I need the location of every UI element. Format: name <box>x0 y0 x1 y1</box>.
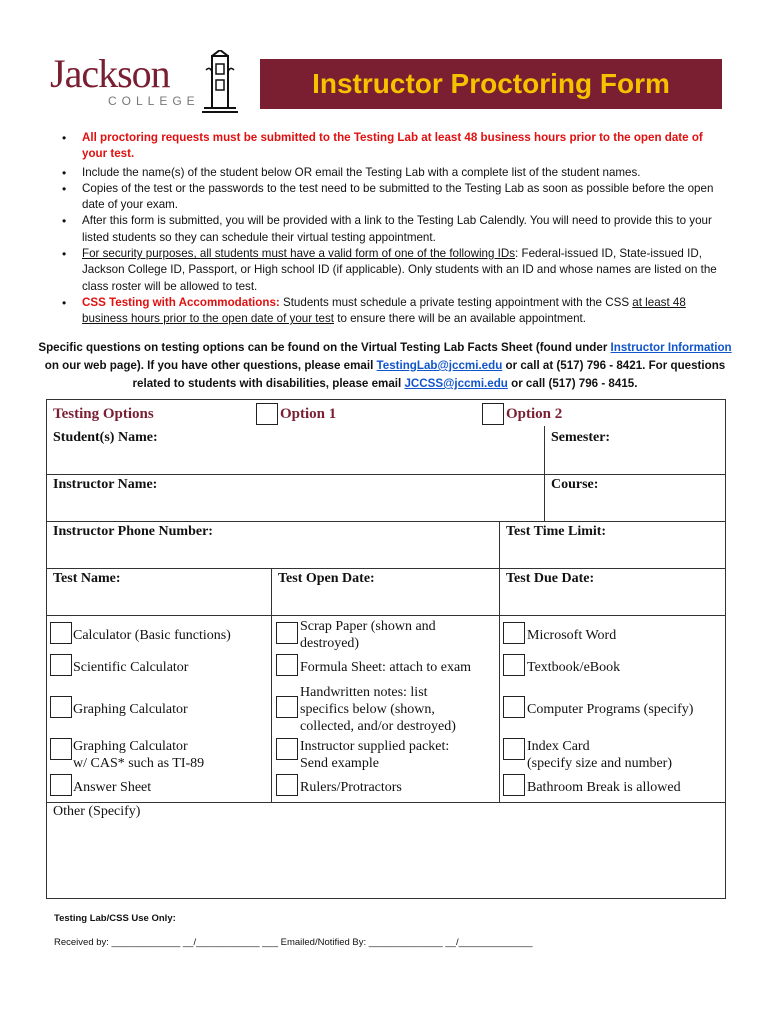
answer-sheet-label: Answer Sheet <box>73 780 152 795</box>
test-time-limit-label: Test Time Limit: <box>506 524 607 539</box>
instructor-packet-label: Instructor supplied packet: Send example <box>300 739 450 771</box>
bathroom-break-checkbox[interactable] <box>503 774 525 796</box>
bullet-text: : Federal-issued ID, State-issued ID, Jackson College ID, Passport, or High school ID (if applicable). Only students with an ID and whose names are listed on the class roster will be allowed to test. <box>82 247 717 293</box>
jccss-email-link[interactable]: JCCSS@jccmi.edu <box>404 377 508 390</box>
scrap-paper-label: Scrap Paper (shown and destroyed) <box>300 619 436 651</box>
list-item <box>60 181 725 214</box>
bathroom-break-label: Bathroom Break is allowed <box>527 780 681 795</box>
test-open-date-label: Test Open Date: <box>278 571 375 586</box>
use-only-label: Testing Lab/CSS Use Only: <box>54 913 176 924</box>
instructor-name-label: Instructor Name: <box>53 477 158 492</box>
textbook-ebook-checkbox[interactable] <box>503 654 525 676</box>
logo-sub: COLLEGE <box>108 94 200 108</box>
bullet-text: at least 48 business hours prior to the open date of your test <box>82 295 686 326</box>
other-specify-label: Other (Specify) <box>53 804 141 819</box>
calculator-basic-checkbox[interactable] <box>50 622 72 644</box>
contact-paragraph <box>38 339 732 393</box>
tower-icon <box>200 50 240 114</box>
formula-sheet-label: Formula Sheet: attach to exam <box>300 660 472 675</box>
college-logo <box>50 50 250 120</box>
microsoft-word-checkbox[interactable] <box>503 622 525 644</box>
bullet-text: CSS Testing with Accommodations: <box>82 295 280 309</box>
computer-programs-checkbox[interactable] <box>503 696 525 718</box>
testing-options-label: Testing Options <box>53 406 154 422</box>
bullet-text: Students must schedule a private testing appointment with the CSS <box>279 295 633 309</box>
option2-label: Option 2 <box>506 406 563 422</box>
test-name-label: Test Name: <box>53 571 121 586</box>
bullet-text: For security purposes, all students must have a valid form of one of the following IDs <box>82 247 516 261</box>
bullet-text: to ensure there will be an available appointment. <box>334 312 586 326</box>
computer-programs-label: Computer Programs (specify) <box>527 702 694 717</box>
textbook-ebook-label: Textbook/eBook <box>527 660 621 675</box>
graphing-calculator-label: Graphing Calculator <box>73 702 188 717</box>
bullet-text: After this form is submitted, you will be provided with a link to the Testing Lab Calendly. You will need to provide this to your listed students so they can schedule their virtual testing appointment. <box>82 214 712 244</box>
spec-text: Specific questions on testing options can be found on the Virtual Testing Lab Facts Sheet (found under <box>38 341 611 354</box>
semester-label: Semester: <box>551 430 611 445</box>
formula-sheet-checkbox[interactable] <box>276 654 298 676</box>
rulers-protractors-checkbox[interactable] <box>276 774 298 796</box>
handwritten-notes-label: Handwritten notes: list specifics below (shown, collected, and/or destroyed) <box>300 685 456 734</box>
answer-sheet-checkbox[interactable] <box>50 774 72 796</box>
graphing-calculator-cas-checkbox[interactable] <box>50 738 72 760</box>
option1-checkbox[interactable] <box>256 403 278 425</box>
list-item <box>60 130 725 163</box>
spec-text: or call (517) 796 - 8415. <box>507 377 638 390</box>
bullet-text: All proctoring requests must be submitted to the Testing Lab at least 48 business hours prior to the open date of your test. <box>82 131 703 161</box>
list-item <box>60 165 725 181</box>
instructions-list <box>60 130 725 328</box>
list-item <box>60 213 725 246</box>
scientific-calculator-label: Scientific Calculator <box>73 660 189 675</box>
test-due-date-label: Test Due Date: <box>506 571 595 586</box>
proctoring-form-table <box>46 399 726 899</box>
scrap-paper-checkbox[interactable] <box>276 622 298 644</box>
course-label: Course: <box>551 477 599 492</box>
list-item <box>60 295 725 328</box>
students-name-label: Student(s) Name: <box>53 430 158 445</box>
calculator-basic-label: Calculator (Basic functions) <box>73 628 231 643</box>
scientific-calculator-checkbox[interactable] <box>50 654 72 676</box>
form-title: Instructor Proctoring Form <box>260 59 722 109</box>
bullet-text: Include the name(s) of the student below OR email the Testing Lab with a complete list of the student names. <box>82 165 641 179</box>
instructor-information-link[interactable]: Instructor Information <box>610 341 732 354</box>
graphing-calculator-checkbox[interactable] <box>50 696 72 718</box>
list-item <box>60 246 725 295</box>
option1-label: Option 1 <box>280 406 337 422</box>
index-card-label: Index Card (specify size and number) <box>527 739 672 771</box>
index-card-checkbox[interactable] <box>503 738 525 760</box>
bullet-text: Copies of the test or the passwords to the test need to be submitted to the Testing Lab as soon as possible before the open date of your exam. <box>82 181 714 212</box>
microsoft-word-label: Microsoft Word <box>527 628 617 643</box>
logo-word: Jackson <box>50 51 170 96</box>
instructor-phone-label: Instructor Phone Number: <box>53 524 213 539</box>
rulers-protractors-label: Rulers/Protractors <box>300 780 402 795</box>
handwritten-notes-checkbox[interactable] <box>276 696 298 718</box>
testing-lab-email-link[interactable]: TestingLab@jccmi.edu <box>376 359 503 372</box>
graphing-calculator-cas-label: Graphing Calculator w/ CAS* such as TI-89 <box>73 739 205 771</box>
spec-text: on our web page). If you have other questions, please email <box>44 359 377 372</box>
received-by-line: Received by: _____________ __/____________ ___ Emailed/Notified By: ______________ __/______________ <box>54 937 533 948</box>
option2-checkbox[interactable] <box>482 403 504 425</box>
spec-text: or call at (517) 796 - 8421. For questions related to students with disabilities, please email <box>132 359 726 390</box>
instructor-packet-checkbox[interactable] <box>276 738 298 760</box>
